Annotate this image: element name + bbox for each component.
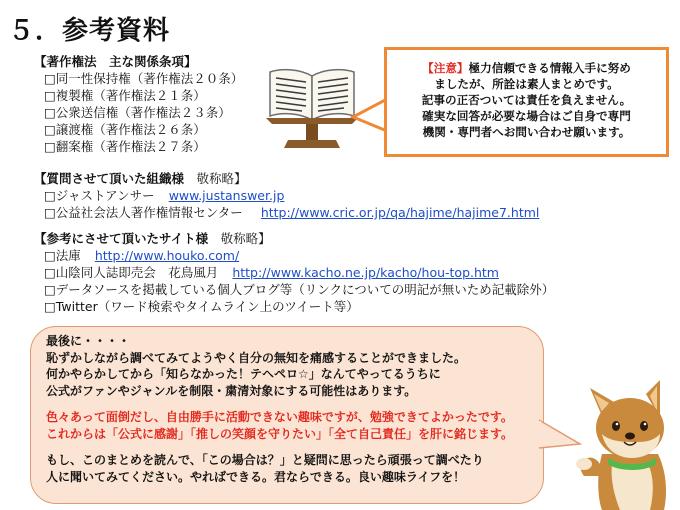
- closing-line: 恥ずかしながら調べてみてようやく自分の無知を痛感することができました。: [46, 350, 467, 365]
- copyright-item: □複製権（著作権法２１条）: [44, 88, 206, 103]
- closing-line: 公式がファンやジャンルを制限・粛清対象にする可能性はあります。: [46, 383, 417, 398]
- page-title: ５．参考資料: [8, 16, 171, 46]
- copyright-item: □譲渡権（著作権法２６条）: [44, 122, 206, 137]
- closing-line: 色々あって面倒だし、自由勝手に活動できない趣味ですが、勉強できてよかったです。: [46, 410, 513, 424]
- notice-line: 機関・専門者へお問い合わせ願います。: [422, 125, 631, 139]
- notice-line: ましたが、所詮は素人まとめです。: [434, 77, 619, 91]
- closing-message: [46, 333, 536, 495]
- book-lectern-icon: [266, 64, 358, 150]
- copyright-item: □翻案権（著作権法２７条）: [44, 139, 206, 154]
- site-label: □Twitter（ワード検索やタイムライン上のツイート等）: [44, 299, 359, 314]
- sites-honorific: 敬称略】: [220, 231, 271, 246]
- copyright-item: □公衆送信権（著作権法２３条）: [44, 105, 231, 120]
- site-label: □データソースを掲載している個人ブログ等（リンクについての明記が無いため記載除外）: [44, 282, 555, 297]
- notice-line: 極力信頼できる情報入手に努め: [468, 61, 631, 75]
- closing-paragraph-1: [46, 333, 536, 399]
- notice-callout: [384, 47, 669, 157]
- closing-paragraph-2: [46, 409, 536, 442]
- copyright-heading: 【著作権法 主な関係条項】: [34, 54, 197, 69]
- sites-heading: 【参考にさせて頂いたサイト様: [34, 231, 209, 246]
- copyright-section: [34, 53, 243, 155]
- notice-line: 確実な回答が必要な場合はご自身で専門: [422, 109, 631, 123]
- closing-line: 何かやらかしてから「知らなかった！テヘペロ☆」なんてやってるうちに: [46, 367, 441, 381]
- closing-line: 最後に・・・・: [46, 334, 131, 348]
- notice-line: 記事の正否ついては責任を負えません。: [421, 93, 632, 107]
- site-link[interactable]: http://www.houko.com/: [94, 248, 240, 263]
- shiba-dog-mascot-icon: [572, 372, 680, 510]
- sites-section: [34, 230, 554, 315]
- notice-tag: 【注意】: [422, 61, 469, 75]
- organization-link[interactable]: www.justanswer.jp: [168, 188, 285, 203]
- organization-link[interactable]: http://www.cric.or.jp/qa/hajime/hajime7.html: [260, 205, 540, 220]
- organization-label: □公益社会法人著作権情報センター: [44, 205, 243, 220]
- site-label: □山陰同人誌即売会 花鳥風月: [44, 265, 219, 280]
- organization-label: □ジャストアンサー: [44, 188, 155, 203]
- closing-paragraph-3: [46, 452, 536, 485]
- closing-line: もし、このまとめを読んで、「この場合は？」と疑問に思ったら頑張って調べたり: [46, 453, 484, 467]
- closing-line: 人に聞いてみてください。やればできる。君ならできる。良い趣味ライフを！: [46, 469, 466, 484]
- organizations-honorific: 敬称略】: [196, 171, 247, 186]
- closing-line: これからは「公式に感謝」「推しの笑顔を守りたい」「全て自己責任」を肝に銘じます。: [46, 426, 514, 441]
- organizations-section: [34, 170, 539, 221]
- site-label: □法庫: [44, 248, 81, 263]
- copyright-item: □同一性保持権（著作権法２０条）: [44, 71, 244, 86]
- site-link[interactable]: http://www.kacho.ne.jp/kacho/hou-top.htm: [232, 265, 499, 280]
- organizations-heading: 【質問させて頂いた組織様: [34, 171, 185, 186]
